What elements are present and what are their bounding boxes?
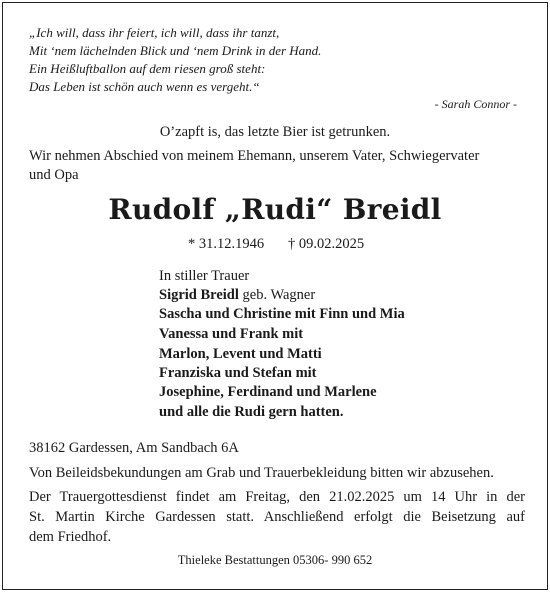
mourner-line: Sascha und Christine mit Finn und Mia — [159, 306, 405, 322]
mourner-line: Vanessa und Frank mit — [159, 326, 304, 342]
condolence-note: Von Beileidsbekundungen am Grab und Trauerbekleidung bitten wir abzusehen. — [29, 465, 494, 481]
mourner-line: und alle die Rudi gern hatten. — [159, 404, 344, 420]
quote-line-1: „Ich will, dass ihr feiert, ich will, dass ihr tanzt, — [29, 25, 280, 40]
undertaker-contact: Thieleke Bestattungen 05306- 990 652 — [177, 553, 373, 567]
spouse-maiden-name: geb. Wagner — [238, 287, 316, 303]
intro-line: O’zapft is, das letzte Bier ist getrunken. — [159, 124, 391, 140]
quote-line-2: Mit ‘nem lächelnden Blick und ‘nem Drink in der Hand. — [29, 43, 322, 58]
farewell-line-2: und Opa — [29, 167, 79, 183]
service-line-3: dem Friedhof. — [29, 529, 112, 545]
spouse-name: Sigrid Breidl — [159, 287, 239, 303]
mourner-line: Franziska und Stefan mit — [159, 365, 317, 381]
birth-date: * 31.12.1946 — [188, 236, 265, 252]
obituary-notice — [2, 2, 548, 590]
mourner-spouse — [159, 287, 315, 304]
family-address: 38162 Gardessen, Am Sandbach 6A — [29, 440, 239, 456]
farewell-line-1: Wir nehmen Abschied von meinem Ehemann, unserem Vater, Schwiegervater — [29, 148, 480, 164]
mourners-heading: In stiller Trauer — [159, 268, 250, 284]
death-date: † 09.02.2025 — [288, 236, 365, 252]
deceased-name: Rudolf „Rudi“ Breidl — [108, 193, 442, 226]
mourner-line: Josephine, Ferdinand und Marlene — [159, 384, 377, 400]
service-line-1: Der Trauergottesdienst findet am Freitag, den 21.02.2025 um 14 Uhr in der — [29, 489, 525, 505]
quote-line-3: Ein Heißluftballon auf dem riesen groß steht: — [29, 61, 266, 76]
mourner-line: Marlon, Levent und Matti — [159, 346, 322, 362]
service-line-2: St. Martin Kirche Gardessen statt. Anschließend erfolgt die Beisetzung auf — [29, 509, 525, 525]
quote-attribution: - Sarah Connor - — [434, 97, 517, 111]
quote-line-4: Das Leben ist schön auch wenn es vergeht.“ — [29, 79, 260, 94]
